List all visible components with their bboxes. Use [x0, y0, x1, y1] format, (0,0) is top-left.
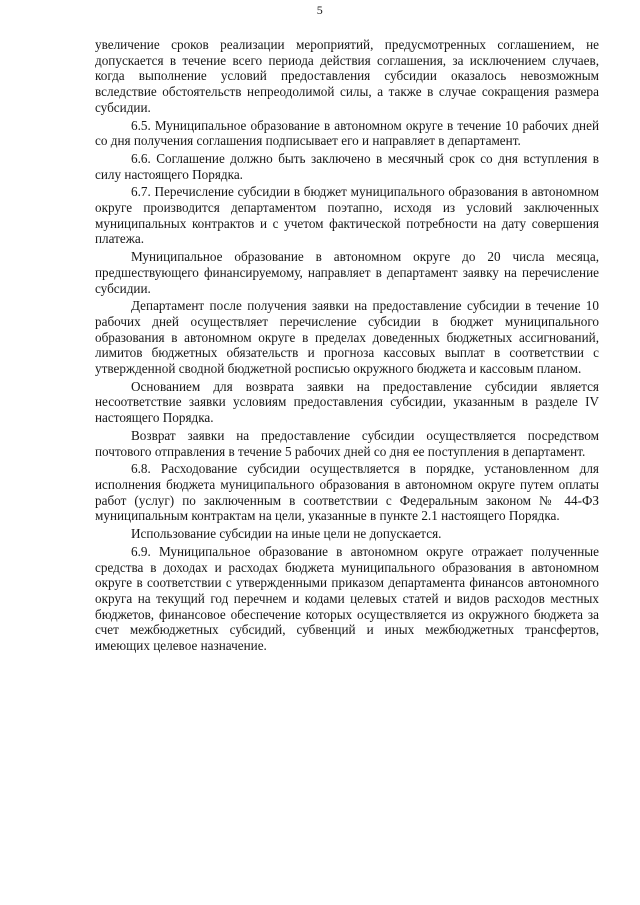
paragraph-6-8: 6.8. Расходование субсидии осуществляется в порядке, установленном для исполнения бюджета муниципального образования в автономном округе путем оплаты работ (услуг) по заключенным в соответствии с Федеральным законом № 44-ФЗ муниципальным контрактам на цели, указанные в пункте 2.1 настоящего Порядка.	[95, 461, 599, 524]
paragraph-continuation: увеличение сроков реализации мероприятий, предусмотренных соглашением, не допускается в течение всего периода действия соглашения, за исключением случаев, когда выполнение условий предоставления субсидии оказалось невозможным вследствие обстоятельств непреодолимой силы, а также в случае сокращения размера субсидии.	[95, 37, 599, 115]
document-body	[95, 37, 599, 656]
paragraph-6-7-return-procedure: Возврат заявки на предоставление субсидии осуществляется посредством почтового отправления в течение 5 рабочих дней со дня ее поступления в департамент.	[95, 427, 599, 459]
paragraph-6-7-application: Муниципальное образование в автономном округе до 20 числа месяца, предшествующего финансируемому, направляет в департамент заявку на перечисление субсидии.	[95, 249, 599, 296]
paragraph-6-9: 6.9. Муниципальное образование в автономном округе отражает полученные средства в доходах и расходах бюджета муниципального образования в автономном округе в соответствии с утвержденными приказом департамента финансов автономного округа на текущий год перечнем и кодами целевых статей и видов расходов местных бюджетов, финансовое обеспечение которых осуществляется из окружного бюджета за счет межбюджетных субсидий, субвенций и иных межбюджетных трансфертов, имеющих целевое назначение.	[95, 543, 599, 654]
paragraph-6-6: 6.6. Соглашение должно быть заключено в месячный срок со дня вступления в силу настоящего Порядка.	[95, 150, 599, 182]
paragraph-6-7: 6.7. Перечисление субсидии в бюджет муниципального образования в автономном округе производится департаментом поэтапно, исходя из условий заключенных муниципальных контрактов и с учетом фактической потребности на дату совершения платежа.	[95, 184, 599, 247]
paragraph-6-8-restriction: Использование субсидии на иные цели не допускается.	[131, 526, 442, 542]
paragraph-6-5: 6.5. Муниципальное образование в автономном округе в течение 10 рабочих дней со дня получения соглашения подписывает его и направляет в департамент.	[95, 117, 599, 149]
page-number: 5	[316, 3, 324, 17]
paragraph-6-7-return-grounds: Основанием для возврата заявки на предоставление субсидии является несоответствие заявки условиям предоставления субсидии, указанным в разделе IV настоящего Порядка.	[95, 378, 599, 426]
paragraph-6-7-transfer: Департамент после получения заявки на предоставление субсидии в течение 10 рабочих дней осуществляет перечисление субсидии в бюджет муниципального образования в автономном округе в пределах доведенных бюджетных ассигнований, лимитов бюджетных обязательств и прогноза кассовых выплат в соответствии с утвержденной сводной бюджетной росписью окружного бюджета и кассовым планом.	[95, 298, 599, 377]
